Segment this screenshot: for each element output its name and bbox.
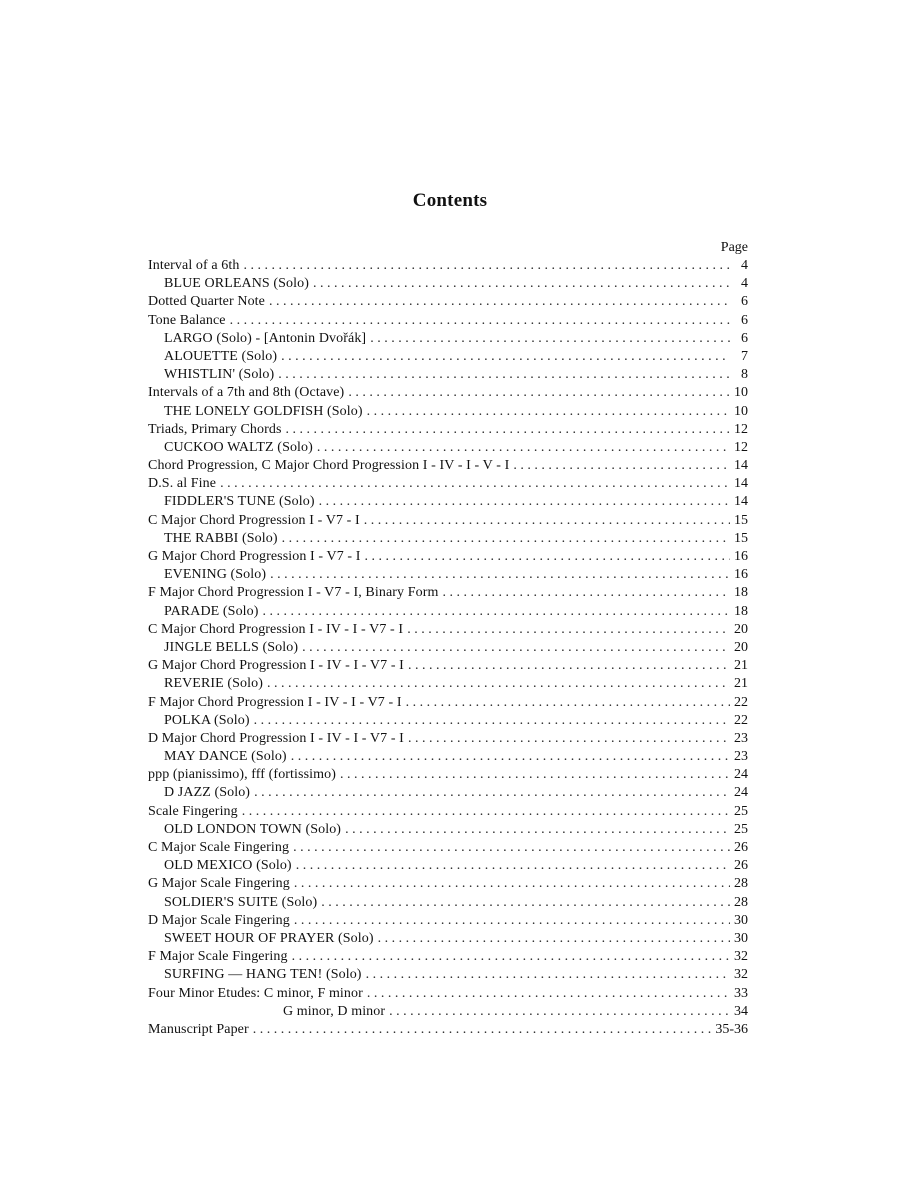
toc-entry: [148, 875, 748, 893]
toc-entry-page-number: 21: [734, 658, 748, 674]
dot-leader: [270, 566, 730, 584]
toc-entry-title: G Major Chord Progression I - V7 - I: [148, 549, 361, 564]
toc-entry-title: REVERIE (Solo): [164, 676, 264, 692]
toc-entry-title: D.S. al Fine: [148, 476, 217, 492]
toc-entry-title: WHISTLIN' (Solo): [164, 367, 275, 383]
toc-entry-page-number: 12: [734, 421, 748, 437]
toc-entry-page-number: 35-36: [715, 1021, 748, 1037]
dot-leader: [317, 439, 730, 457]
toc-entry-page-number: 34: [734, 1003, 748, 1019]
dot-leader: [292, 948, 730, 966]
toc-entry-title: Intervals of a 7th and 8th (Octave): [148, 385, 345, 401]
toc-entry-title: EVENING (Solo): [164, 567, 267, 583]
toc-entry-title: THE LONELY GOLDFISH (Solo): [164, 403, 363, 419]
toc-entry-title: ALOUETTE (Solo): [164, 348, 278, 364]
toc-entry-page-number: 32: [734, 967, 748, 983]
page-column-header: [148, 238, 748, 257]
dot-leader: [293, 839, 730, 857]
dot-leader: [406, 694, 730, 712]
toc-entries: [148, 257, 748, 1039]
toc-entry-title: PARADE (Solo): [164, 603, 259, 619]
toc-entry-page-number: 24: [734, 785, 748, 801]
toc-entry-title: ppp (pianissimo), fff (fortissimo): [148, 767, 336, 783]
toc-entry-title: SWEET HOUR OF PRAYER (Solo): [164, 930, 374, 946]
toc-entry: [148, 766, 748, 784]
dot-leader: [278, 366, 730, 384]
toc-entry-title: C Major Chord Progression I - V7 - I: [148, 512, 360, 528]
dot-leader: [220, 475, 730, 493]
toc-entry-title: Manuscript Paper: [148, 1021, 249, 1037]
toc-entry-title: C Major Scale Fingering: [148, 840, 290, 855]
toc-entry: [148, 366, 748, 384]
toc-entry: [148, 603, 748, 621]
toc-entry: [148, 384, 748, 402]
toc-entry-page-number: 28: [734, 894, 748, 910]
toc-entry-page-number: 15: [734, 512, 748, 528]
toc-entry-page-number: 20: [734, 639, 748, 655]
toc-entry-page-number: 12: [734, 439, 748, 455]
toc-entry-page-number: 23: [734, 749, 748, 765]
dot-leader: [365, 548, 730, 566]
toc-entry: [148, 712, 748, 730]
toc-entry: [148, 1003, 748, 1021]
dot-leader: [408, 730, 730, 748]
dot-leader: [319, 493, 730, 511]
page-title: Contents: [412, 190, 488, 211]
toc-entry-title: FIDDLER'S TUNE (Solo): [164, 494, 315, 510]
toc-entry-title: OLD LONDON TOWN (Solo): [164, 821, 342, 837]
dot-leader: [253, 1021, 712, 1039]
toc-entry: [148, 639, 748, 657]
toc-entry-page-number: 14: [734, 494, 748, 510]
toc-entry-title: G minor, D minor: [283, 1003, 386, 1019]
toc-entry-page-number: 6: [741, 312, 748, 328]
toc-entry-title: Four Minor Etudes: C minor, F minor: [148, 985, 363, 1001]
toc-entry-title: OLD MEXICO (Solo): [164, 858, 292, 874]
toc-entry-page-number: 14: [734, 458, 748, 474]
toc-entry-title: Triads, Primary Chords: [148, 421, 282, 437]
toc-entry-page-number: 18: [734, 585, 748, 601]
toc-entry-title: THE RABBI (Solo): [164, 530, 278, 546]
toc-entry: [148, 348, 748, 366]
toc-entry: [148, 803, 748, 821]
dot-leader: [286, 421, 730, 439]
dot-leader: [370, 330, 730, 348]
toc-entry-title: Tone Balance: [148, 312, 226, 328]
toc-entry: [148, 821, 748, 839]
toc-entry-title: Scale Fingering: [148, 803, 238, 819]
toc-entry-title: LARGO (Solo) - [Antonin Dvořák]: [164, 330, 367, 346]
toc-entry-title: C Major Chord Progression I - IV - I - V7 - I: [148, 621, 404, 637]
dot-leader: [313, 275, 730, 293]
toc-entry-page-number: 24: [734, 767, 748, 783]
toc-entry: [148, 894, 748, 912]
toc-entry-page-number: 21: [734, 676, 748, 692]
dot-leader: [294, 912, 730, 930]
toc-entry-title: D Major Chord Progression I - IV - I - V7 - I: [148, 730, 404, 746]
toc-entry-page-number: 16: [734, 549, 748, 564]
toc-entry: [148, 421, 748, 439]
toc-entry-title: Dotted Quarter Note: [148, 294, 265, 310]
toc-entry-page-number: 28: [734, 876, 748, 892]
dot-leader: [254, 784, 730, 802]
toc-entry-title: D Major Scale Fingering: [148, 912, 290, 928]
toc-entry-page-number: 10: [734, 385, 748, 401]
toc-entry-page-number: 4: [741, 258, 748, 273]
toc-entry: [148, 330, 748, 348]
toc-entry-page-number: 25: [734, 803, 748, 819]
toc-entry-title: D JAZZ (Solo): [164, 785, 251, 801]
toc-entry: [148, 966, 748, 984]
toc-entry-title: G Major Chord Progression I - IV - I - V7 - I: [148, 658, 404, 674]
toc-entry-page-number: 33: [734, 985, 748, 1001]
toc-entry-page-number: 30: [734, 930, 748, 946]
toc-entry-page-number: 23: [734, 730, 748, 746]
toc-entry-page-number: 7: [741, 348, 748, 364]
toc-entry: [148, 1021, 748, 1039]
dot-leader: [408, 657, 730, 675]
toc-entry-title: Chord Progression, C Major Chord Progression I - IV - I - V - I: [148, 458, 510, 474]
dot-leader: [348, 384, 730, 402]
toc-entry: [148, 257, 748, 275]
toc-entry: [148, 621, 748, 639]
toc-entry-page-number: 6: [741, 330, 748, 346]
dot-leader: [321, 894, 730, 912]
toc-entry: [148, 784, 748, 802]
toc-entry: [148, 312, 748, 330]
dot-leader: [254, 712, 730, 730]
toc-entry-title: F Major Scale Fingering: [148, 949, 288, 965]
toc-entry: [148, 403, 748, 421]
toc-entry-title: POLKA (Solo): [164, 712, 250, 728]
toc-entry: [148, 457, 748, 475]
toc-entry: [148, 657, 748, 675]
dot-leader: [244, 257, 731, 275]
dot-leader: [281, 348, 730, 366]
toc-entry-page-number: 30: [734, 912, 748, 928]
toc-entry-page-number: 18: [734, 603, 748, 619]
toc-entry-title: SOLDIER'S SUITE (Solo): [164, 894, 318, 910]
toc-entry-page-number: 25: [734, 821, 748, 837]
dot-leader: [366, 966, 730, 984]
toc-entry: [148, 548, 748, 566]
toc-entry-page-number: 4: [741, 276, 748, 292]
toc-entry-title: JINGLE BELLS (Solo): [164, 639, 299, 655]
toc-entry: [148, 948, 748, 966]
toc-entry: [148, 566, 748, 584]
toc-entry-page-number: 15: [734, 530, 748, 546]
dot-leader: [407, 621, 730, 639]
toc-entry: [148, 293, 748, 311]
dot-leader: [267, 675, 730, 693]
toc-entry-title: F Major Chord Progression I - V7 - I, Binary Form: [148, 585, 439, 601]
toc-entry: [148, 439, 748, 457]
page-column-label: Page: [720, 240, 748, 255]
toc-entry: [148, 839, 748, 857]
dot-leader: [296, 857, 730, 875]
dot-leader: [282, 530, 730, 548]
dot-leader: [302, 639, 730, 657]
dot-leader: [242, 803, 730, 821]
toc-entry: [148, 475, 748, 493]
dot-leader: [364, 512, 730, 530]
dot-leader: [345, 821, 730, 839]
toc-entry: [148, 748, 748, 766]
toc-entry-title: MAY DANCE (Solo): [164, 749, 287, 765]
toc-entry: [148, 985, 748, 1003]
dot-leader: [442, 584, 730, 602]
toc-entry: [148, 512, 748, 530]
toc-entry: [148, 730, 748, 748]
dot-leader: [367, 985, 730, 1003]
toc-entry-page-number: 10: [734, 403, 748, 419]
toc-entry-page-number: 14: [734, 476, 748, 492]
toc-entry: [148, 584, 748, 602]
dot-leader: [389, 1003, 730, 1021]
toc-entry: [148, 912, 748, 930]
toc-entry: [148, 930, 748, 948]
toc-entry-title: Interval of a 6th: [148, 258, 240, 273]
dot-leader: [269, 293, 730, 311]
dot-leader: [367, 403, 730, 421]
toc-entry: [148, 694, 748, 712]
toc-entry: [148, 275, 748, 293]
toc-entry-page-number: 20: [734, 621, 748, 637]
toc-entry: [148, 857, 748, 875]
toc-entry-page-number: 22: [734, 712, 748, 728]
dot-leader: [291, 748, 730, 766]
toc-entry-title: F Major Chord Progression I - IV - I - V7 - I: [148, 694, 402, 710]
toc-entry-page-number: 8: [741, 367, 748, 383]
toc-entry-title: G Major Scale Fingering: [148, 876, 290, 892]
dot-leader: [513, 457, 730, 475]
table-of-contents: [148, 238, 748, 1039]
toc-entry-page-number: 16: [734, 567, 748, 583]
toc-entry-page-number: 32: [734, 949, 748, 965]
toc-entry-title: CUCKOO WALTZ (Solo): [164, 439, 313, 455]
toc-entry-title: SURFING — HANG TEN! (Solo): [164, 967, 362, 983]
dot-leader: [230, 312, 730, 330]
toc-entry: [148, 493, 748, 511]
dot-leader: [294, 875, 730, 893]
toc-entry-page-number: 22: [734, 694, 748, 710]
toc-entry: [148, 530, 748, 548]
dot-leader: [263, 603, 730, 621]
toc-entry-title: BLUE ORLEANS (Solo): [164, 276, 310, 292]
dot-leader: [378, 930, 730, 948]
toc-entry-page-number: 26: [734, 840, 748, 855]
toc-entry-page-number: 26: [734, 858, 748, 874]
toc-entry: [148, 675, 748, 693]
dot-leader: [340, 766, 730, 784]
toc-entry-page-number: 6: [741, 294, 748, 310]
